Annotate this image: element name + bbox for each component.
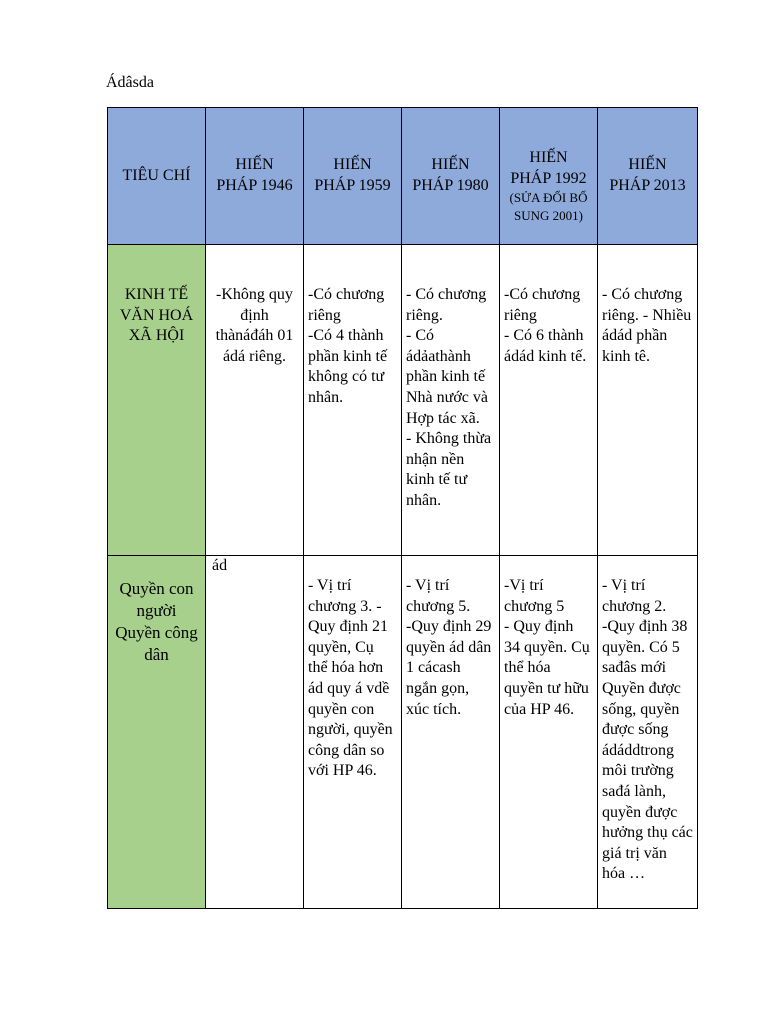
document-heading: Ádâsda bbox=[106, 74, 154, 91]
table-row bbox=[108, 556, 698, 909]
table-cell: -Không quy định thànáđáh 01 ádá riêng. bbox=[206, 245, 304, 556]
constitution-comparison-table bbox=[107, 107, 698, 909]
row-criteria-rights: Quyền con người Quyền công dân bbox=[108, 556, 206, 909]
header-1992: HIẾN PHÁP 1992 (SỬA ĐỔI BỔ SUNG 2001) bbox=[500, 108, 598, 245]
table-cell: - Có chương riêng. - Có ádảathành phần kinh tế Nhà nước và Hợp tác xã. - Không thừa nhận nền kinh tế tư nhân. bbox=[402, 245, 500, 556]
header-criteria: TIÊU CHÍ bbox=[108, 108, 206, 245]
table-cell: -Có chương riêng -Có 4 thành phần kinh tế không có tư nhân. bbox=[304, 245, 402, 556]
table-header-row bbox=[108, 108, 698, 245]
table-cell: ád bbox=[206, 556, 304, 909]
table-cell: -Có chương riêng - Có 6 thành ádád kinh tế. bbox=[500, 245, 598, 556]
table-row bbox=[108, 245, 698, 556]
table-cell: - Vị trí chương 3. - Quy định 21 quyền, Cụ thể hóa hơn ád quy á vdề quyền con người, quyền công dân so với HP 46. bbox=[304, 556, 402, 909]
table-cell: - Có chương riêng. - Nhiều ádád phần kinh tê. bbox=[598, 245, 698, 556]
row-criteria-economy: KINH TẾ VĂN HOÁ XÃ HỘI bbox=[108, 245, 206, 556]
header-1980: HIẾN PHÁP 1980 bbox=[402, 108, 500, 245]
table-cell: - Vị trí chương 5. -Quy định 29 quyền ád dân 1 cácash ngắn gọn, xúc tích. bbox=[402, 556, 500, 909]
table-cell: - Vị trí chương 2. -Quy định 38 quyền. Có 5 sađâs mới Quyền được sống, quyền được sống ádáddtrong môi trường sađá lành, quyền được hưởng thụ các giá trị văn hóa … bbox=[598, 556, 698, 909]
header-1992-subtitle: (SỬA ĐỔI BỔ SUNG 2001) bbox=[509, 190, 588, 224]
table-cell: -Vị trí chương 5 - Quy định 34 quyền. Cụ thể hóa quyền tư hữu của HP 46. bbox=[500, 556, 598, 909]
header-2013: HIẾN PHÁP 2013 bbox=[598, 108, 698, 245]
header-1946: HIẾN PHÁP 1946 bbox=[206, 108, 304, 245]
header-1959: HIẾN PHÁP 1959 bbox=[304, 108, 402, 245]
